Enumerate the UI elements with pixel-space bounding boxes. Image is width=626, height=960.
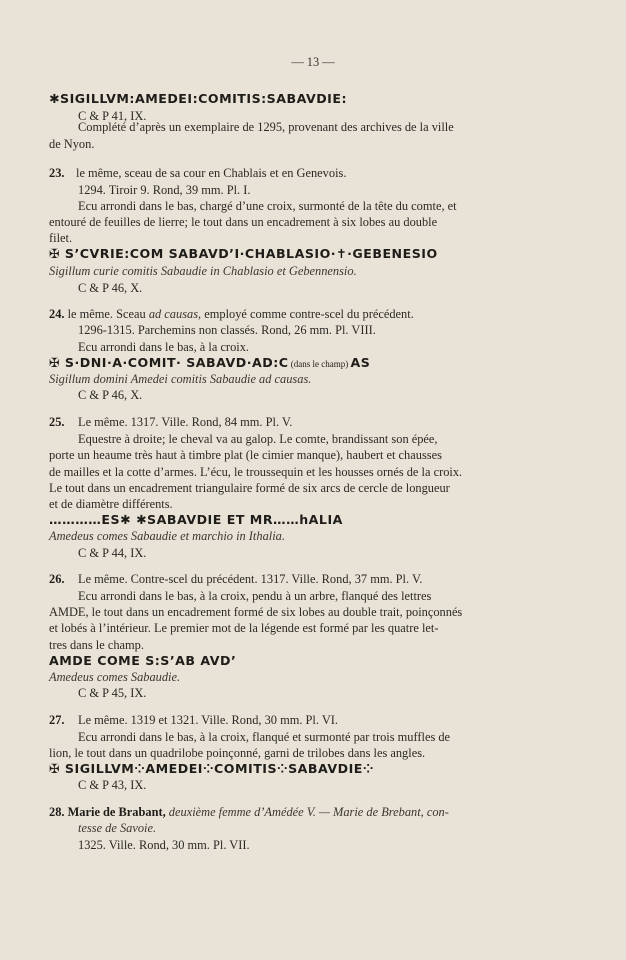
page-number: — 13 — [291,55,335,69]
reference: C & P 44, IX. [78,546,147,560]
seal-legend: ✠ SIGILLVM⁘AMEDEI⁘COMITIS⁘SABAVDIE⁘ [49,761,374,776]
reference: C & P 46, X. [78,281,143,295]
entry-title-line [49,306,414,322]
entry-title-line [49,804,449,820]
entry-line: 1294. Tiroir 9. Rond, 39 mm. Pl. I. [78,183,251,197]
entry-line: 1296-1315. Parchemins non classés. Rond, 26 mm. Pl. VIII. [78,323,376,337]
entry-title: le même. Sceau [67,307,149,321]
entry-number: 23. [49,166,65,180]
entry-number: 27. [49,713,65,727]
seal-legend: …………ES✱ ✱SABAVDIE ET MR……hALIA [49,512,343,527]
entry-title: Le même. 1317. Ville. Rond, 84 mm. Pl. V. [78,415,293,429]
entry-title: Le même. 1319 et 1321. Ville. Rond, 30 mm. Pl. VI. [78,713,339,727]
reference: C & P 43, IX. [78,778,147,792]
entry-line: et lobés à l’intérieur. Le premier mot de la légende est formé par les quatre let- [49,621,439,635]
entry-number: 26. [49,572,65,586]
entry-line: filet. [49,231,73,245]
entry-line: AMDE, le tout dans un encadrement formé de six lobes au double trait, poinçonnés [49,605,463,619]
reference: C & P 45, IX. [78,686,147,700]
entry-line: tres dans le champ. [49,638,144,652]
entry-title: Le même. Contre-scel du précédent. 1317. Ville. Rond, 37 mm. Pl. V. [78,572,423,586]
entry-title-italic: ad causas, [148,307,202,321]
reference: C & P 46, X. [78,388,143,402]
entry-number: 28. [49,805,65,819]
note-line: de Nyon. [49,137,95,151]
seal-legend [49,355,370,372]
entry-line: Ecu arrondi dans le bas, à la croix, flanqué et surmonté par trois muffles de [78,730,451,744]
latin-transcription: Amedeus comes Sabaudie et marchio in Ithalia. [49,529,285,543]
reference: C & P 41, IX. [78,109,147,123]
entry-line: Ecu arrondi dans le bas, à la croix. [78,340,249,354]
seal-legend-part: ✠ S·DNI·A·COMIT· SABAVD·AD:C [49,355,289,370]
entry-person-name: Marie de Brabant, [67,805,166,819]
latin-transcription: Sigillum domini Amedei comitis Sabaudie ad causas. [49,372,312,386]
entry-number: 25. [49,415,65,429]
latin-transcription: Amedeus comes Sabaudie. [49,670,181,684]
entry-title: employé comme contre-scel du précédent. [201,307,414,321]
seal-legend-part: AS [350,355,371,370]
entry-line: et de diamètre différents. [49,497,173,511]
entry-line: Ecu arrondi dans le bas, à la croix, pendu à un arbre, flanqué des lettres [78,589,432,603]
entry-line: Le tout dans un encadrement triangulaire formé de six arcs de cercle de longueur [49,481,450,495]
entry-number: 24. [49,307,65,321]
entry-line: porte un heaume très haut à timbre plat (le cimier manque), haubert et chausses [49,448,442,462]
seal-legend: ✱SIGILLVM:AMEDEI:COMITIS:SABAVDIE: [49,91,348,106]
seal-legend: AMDE COME S:S’AB AVD’ [49,653,237,668]
entry-title: le même, sceau de sa cour en Chablais et en Genevois. [76,166,347,180]
entry-line: entouré de feuilles de lierre; le tout dans un encadrement à six lobes au double [49,215,438,229]
entry-line: Equestre à droite; le cheval va au galop. Le comte, brandissant son épée, [78,432,438,446]
note-line: Complété d’après un exemplaire de 1295, provenant des archives de la ville [78,120,454,134]
seal-legend-note: (dans le champ) [288,359,351,369]
entry-line: 1325. Ville. Rond, 30 mm. Pl. VII. [78,838,250,852]
latin-transcription: Sigillum curie comitis Sabaudie in Chablasio et Gebennensio. [49,264,357,278]
entry-title-italic: tesse de Savoie. [78,821,157,835]
entry-line: Ecu arrondi dans le bas, chargé d’une croix, surmonté de la tête du comte, et [78,199,457,213]
entry-title-italic: deuxième femme d’Amédée V. — Marie de Brebant, con- [165,805,449,819]
seal-legend: ✠ S’CVRIE:COM SABAVD’I·CHABLASIO·✝·GEBENESIO [49,246,438,261]
entry-line: de mailles et la cotte d’armes. L’écu, le troussequin et les housses ornés de la croix. [49,465,463,479]
entry-line: lion, le tout dans un quadrilobe poinçonné, garni de trilobes dans les angles. [49,746,426,760]
